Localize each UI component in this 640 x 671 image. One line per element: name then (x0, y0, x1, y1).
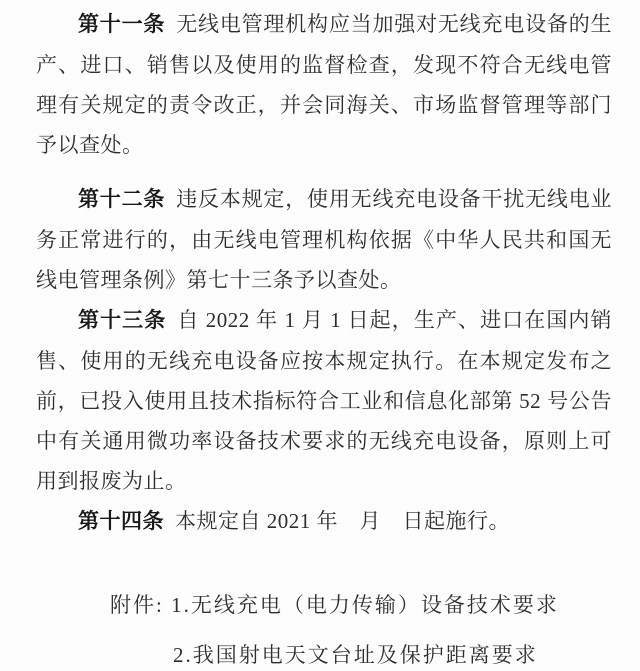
article-label-12: 第十二条 (78, 188, 166, 211)
article-paragraph-12 (36, 179, 612, 300)
attachment-line-2: 2.我国射电天文台址及保护距离要求 (173, 643, 538, 667)
article-label-11: 第十一条 (78, 13, 166, 36)
article-text-12: 违反本规定，使用无线充电设备干扰无线电业务正常进行的，由无线电管理机构依据《中华人民共和国无线电管理条例》第七十三条予以查处。 (36, 187, 612, 292)
article-paragraph-14 (36, 501, 612, 542)
attachments-block (36, 585, 612, 671)
article-paragraph-13 (36, 300, 612, 501)
article-label-14: 第十四条 (78, 510, 164, 533)
article-paragraph-11 (36, 4, 612, 165)
article-text-14: 本规定自 2021 年 月 日起施行。 (175, 509, 510, 533)
attachment-line-1: 附件: 1.无线充电（电力传输）设备技术要求 (110, 593, 559, 617)
article-label-13: 第十三条 (78, 309, 167, 332)
article-text-11: 无线电管理机构应当加强对无线充电设备的生产、进口、销售以及使用的监督检查，发现不符合无线电管理有关规定的责令改正，并会同海关、市场监督管理等部门予以查处。 (36, 12, 612, 157)
article-text-13: 自 2022 年 1 月 1 日起，生产、进口在国内销售、使用的无线充电设备应按本规定执行。在本规定发布之前，已投入使用且技术指标符合工业和信息化部第 52 号公告中有关通用微功率设备技术要求的无线充电设备，原则上可用到报废为止。 (36, 308, 613, 493)
